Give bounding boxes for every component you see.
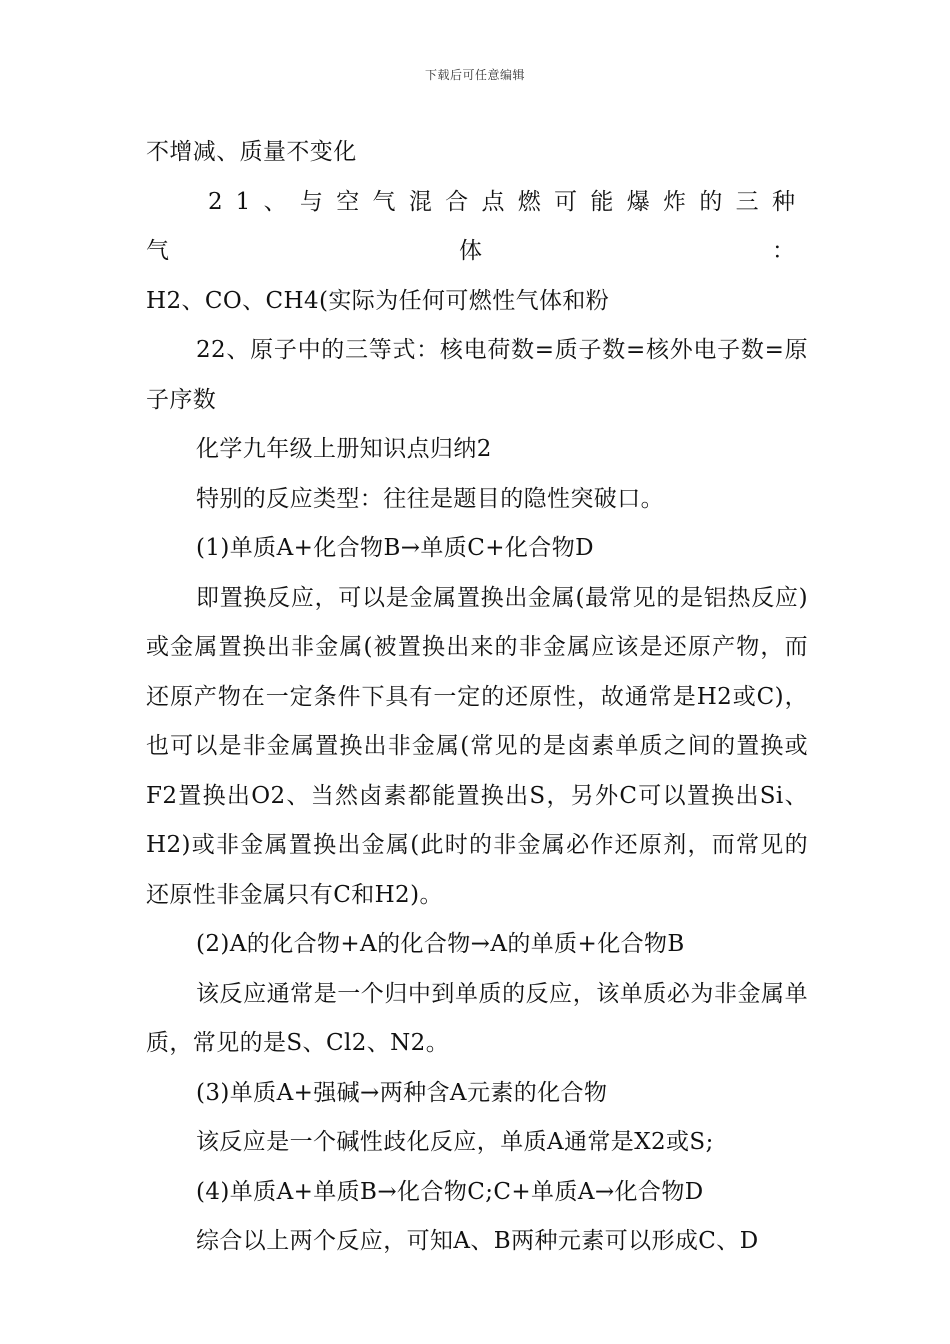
paragraph-reaction-1-desc: 即置换反应，可以是金属置换出金属(最常见的是铝热反应)或金属置换出非金属(被置换出来的非金属应该是还原产物，而还原产物在一定条件下具有一定的还原性，故通常是H2或C)，也可以是非金属置换出非金属(常见的是卤素单质之间的置换或F2置换出O2、当然卤素都能置换出S，另外C可以置换出Si、H2)或非金属置换出金属(此时的非金属必作还原剂，而常见的还原性非金属只有C和H2)。 bbox=[146, 584, 808, 908]
paragraph-reaction-4-desc: 综合以上两个反应，可知A、B两种元素可以形成C、D bbox=[196, 1228, 759, 1254]
page-header: 下载后可任意编辑 bbox=[424, 68, 525, 82]
document-body bbox=[146, 128, 808, 1267]
paragraph-reaction-2: (2)A的化合物+A的化合物→A的单质+化合物B bbox=[196, 931, 685, 957]
paragraph-reaction-4: (4)单质A+单质B→化合物C;C+单质A→化合物D bbox=[196, 1178, 704, 1205]
paragraph-item-21: 21、与空气混合点燃可能爆炸的三种气体： bbox=[146, 188, 808, 264]
paragraph-reaction-2-desc: 该反应通常是一个归中到单质的反应，该单质必为非金属单质，常见的是S、Cl2、N2。 bbox=[146, 980, 808, 1056]
section-heading: 化学九年级上册知识点归纳2 bbox=[196, 436, 492, 462]
paragraph-item-21-cont: H2、CO、CH4(实际为任何可燃性气体和粉 bbox=[146, 287, 610, 314]
paragraph-reaction-3: (3)单质A+强碱→两种含A元素的化合物 bbox=[196, 1079, 608, 1106]
paragraph-item-22: 22、原子中的三等式：核电荷数=质子数=核外电子数=原子序数 bbox=[146, 337, 808, 413]
paragraph-reaction-types: 特别的反应类型：往往是题目的隐性突破口。 bbox=[196, 485, 664, 512]
paragraph-reaction-1: (1)单质A+化合物B→单质C+化合物D bbox=[196, 535, 594, 561]
paragraph-continuation: 不增减、质量不变化 bbox=[146, 139, 357, 165]
paragraph-reaction-3-desc: 该反应是一个碱性歧化反应，单质A通常是X2或S; bbox=[196, 1129, 714, 1155]
